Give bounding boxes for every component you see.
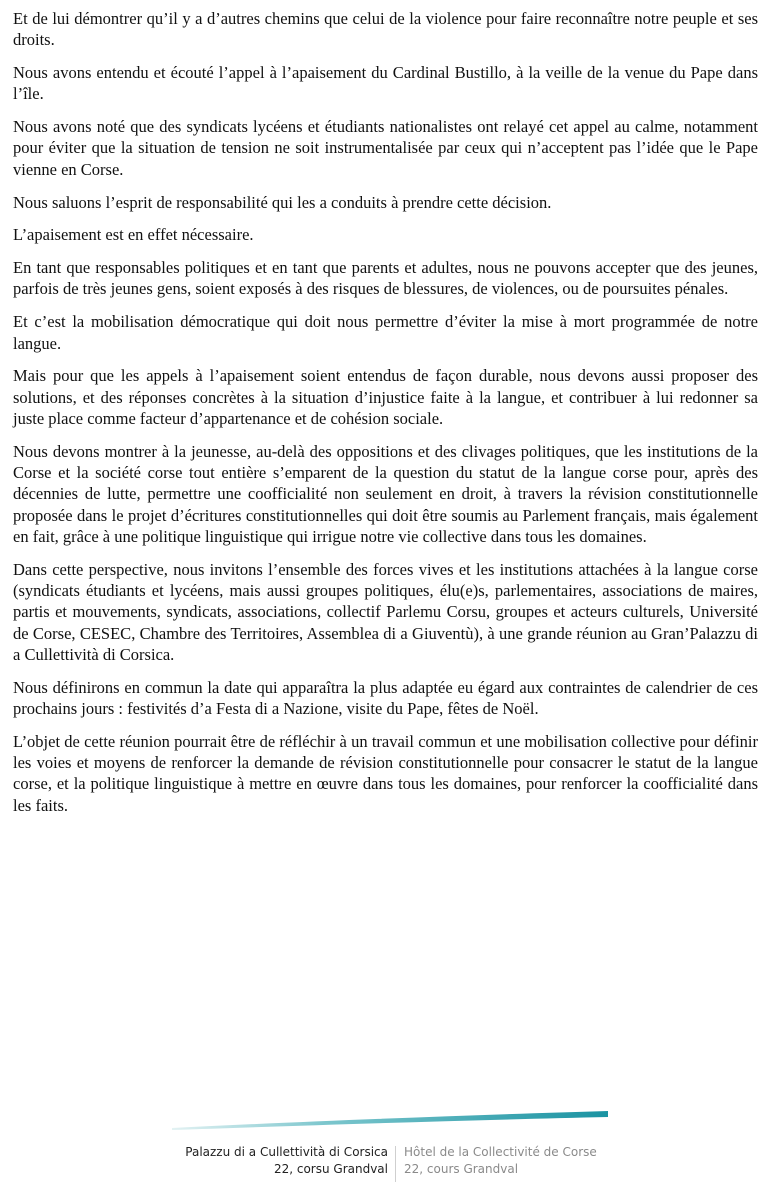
footer-corsican-institution: Palazzu di a Cullettività di Corsica bbox=[185, 1145, 388, 1159]
footer-address-corsican bbox=[185, 1144, 388, 1178]
paragraph-2: Nous avons entendu et écouté l’appel à l’apaisement du Cardinal Bustillo, à la veille de la venue du Pape dans l’île. bbox=[13, 63, 758, 104]
paragraph-12: L’objet de cette réunion pourrait être de réfléchir à un travail commun et une mobilisation collective pour définir les voies et moyens de renforcer la demande de révision constitutionnelle pour consacrer le statut de la langue corse, et la politique linguistique à mettre en œuvre dans tous les domaines, pour renforcer la coofficialité dans les faits. bbox=[13, 731, 758, 815]
footer-divider bbox=[395, 1146, 396, 1182]
swoosh-logo-line bbox=[170, 1106, 610, 1132]
footer-address-french bbox=[404, 1144, 597, 1178]
paragraph-10: Dans cette perspective, nous invitons l’ensemble des forces vives et les institutions attachées à la langue corse (syndicats étudiants et lycéens, mais aussi groupes politiques, élu(e)s, parlementaires, associations de maires, partis et mouvements, syndicats, associations, collectif Parlemu Corsu, groupes et acteurs culturels, Université de Corse, CESEC, Chambre des Territoires, Assemblea di a Giuventù), à une grande réunion au Gran’Palazzu di a Cullettività di Corsica. bbox=[13, 559, 758, 664]
paragraph-4: Nous saluons l’esprit de responsabilité qui les a conduits à prendre cette décision. bbox=[13, 192, 552, 212]
paragraph-8: Mais pour que les appels à l’apaisement soient entendus de façon durable, nous devons aussi proposer des solutions, et des réponses concrètes à la situation d’injustice faite à la langue, et contribuer à lui redonner sa juste place comme facteur d’appartenance et de cohésion sociale. bbox=[13, 366, 758, 428]
paragraph-9: Nous devons montrer à la jeunesse, au-delà des oppositions et des clivages politiques, que les institutions de la Corse et la société corse tout entière s’emparent de la question du statut de la langue corse pour, après des décennies de lutte, permettre une coofficialité non seulement en droit, à travers la révision constitutionnelle proposée dans le projet d’écritures constitutionnelles qui doit être soumis au Parlement français, mais également en fait, grâce à une politique linguistique qui irrigue notre vie collective dans tous les domaines. bbox=[13, 441, 758, 546]
paragraph-6: En tant que responsables politiques et en tant que parents et adultes, nous ne pouvons accepter que des jeunes, parfois de très jeunes gens, soient exposés à des risques de blessures, de violences, ou de poursuites pénales. bbox=[13, 258, 758, 299]
paragraph-1: Et de lui démontrer qu’il y a d’autres chemins que celui de la violence pour faire reconnaître notre peuple et ses droits. bbox=[13, 9, 758, 50]
footer-french-institution: Hôtel de la Collectivité de Corse bbox=[404, 1145, 597, 1159]
paragraph-3: Nous avons noté que des syndicats lycéens et étudiants nationalistes ont relayé cet appel au calme, notamment pour éviter que la situation de tension ne soit instrumentalisée par ceux qui n’acceptent pas l’idée que le Pape vienne en Corse. bbox=[13, 117, 758, 179]
paragraph-5: L’apaisement est en effet nécessaire. bbox=[13, 225, 254, 245]
document-body bbox=[13, 8, 758, 828]
footer-corsican-street: 22, corsu Grandval bbox=[273, 1162, 388, 1176]
paragraph-11: Nous définirons en commun la date qui apparaîtra la plus adaptée eu égard aux contraintes de calendrier de ces prochains jours : festivités d’a Festa di a Nazione, visite du Pape, fêtes de Noël. bbox=[13, 677, 758, 719]
paragraph-7: Et c’est la mobilisation démocratique qui doit nous permettre d’éviter la mise à mort programmée de notre langue. bbox=[13, 312, 758, 353]
page-footer bbox=[0, 1100, 767, 1182]
footer-french-street: 22, cours Grandval bbox=[404, 1162, 519, 1176]
